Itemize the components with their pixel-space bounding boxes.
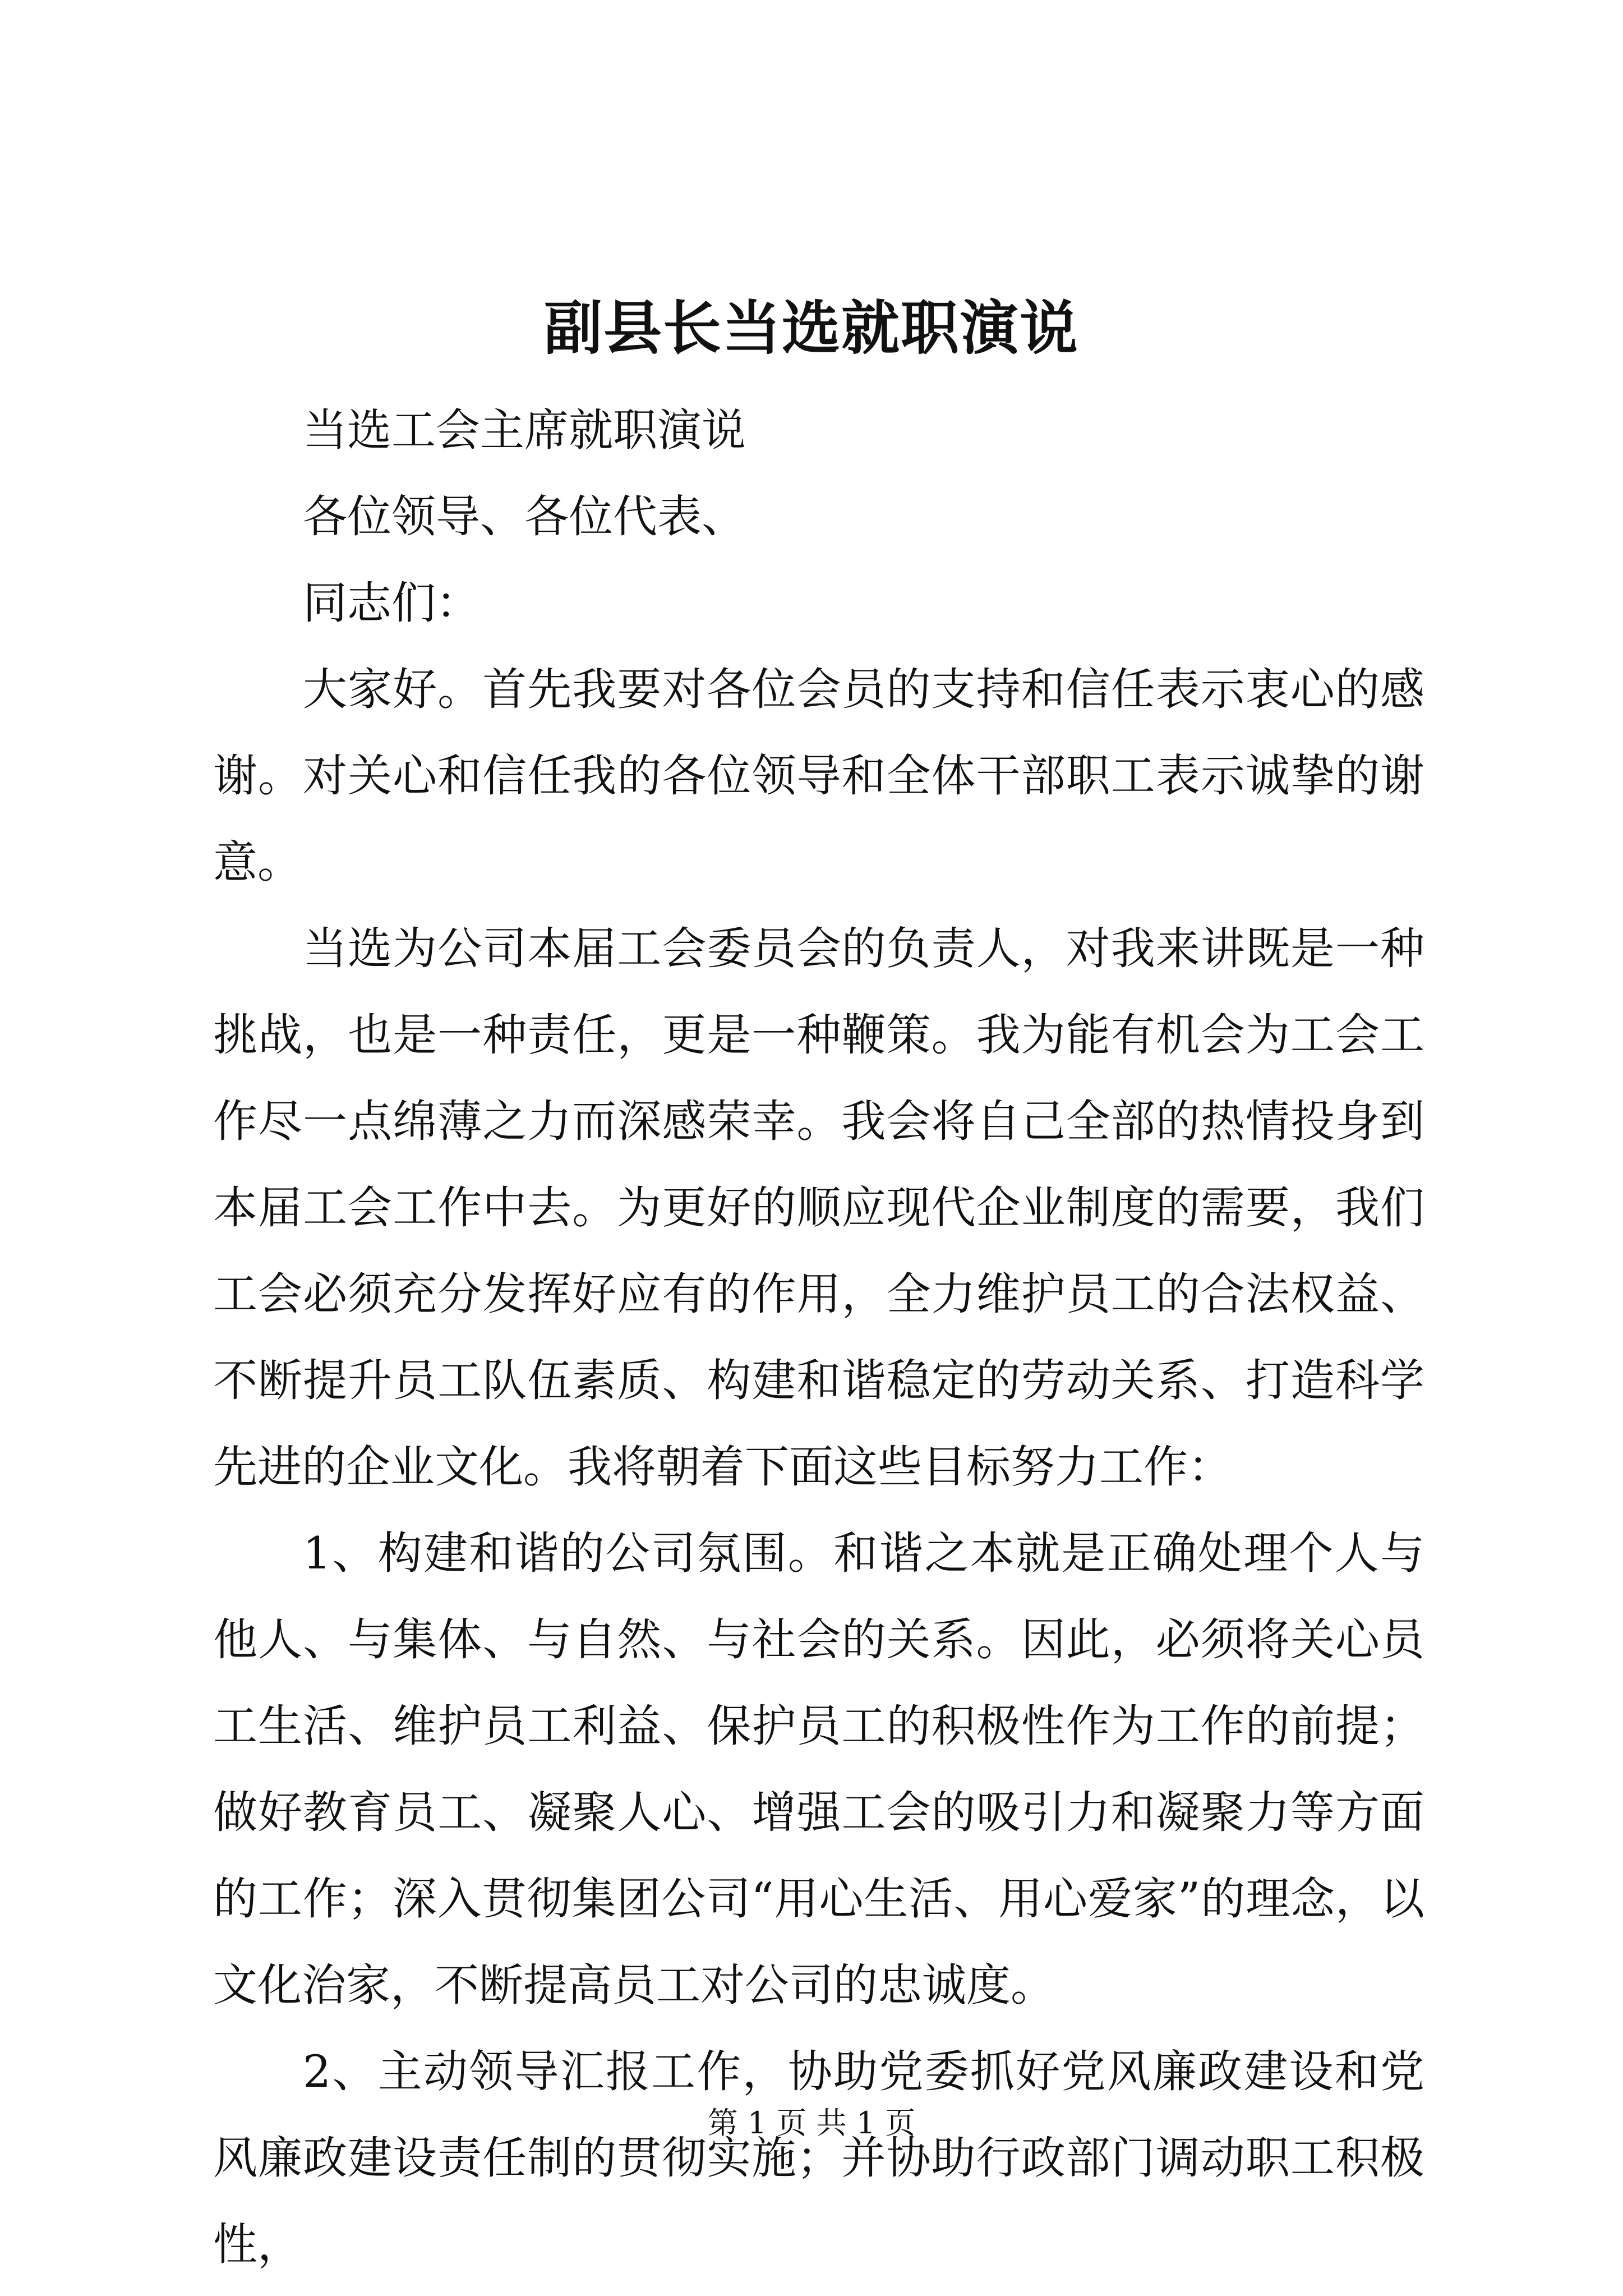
document-body [213,387,1424,2288]
paragraph-salutation-2: 同志们： [303,577,480,629]
paragraph-goal-2: 2、主动领导汇报工作，协助党委抓好党风廉政建设和党风廉政建设责任制的贯彻实施；并协助行政部门调动职工积极性， [213,2046,1424,2270]
document-title: 副县长当选就职演说 [543,293,1079,362]
paragraph-salutation-1: 各位领导、各位代表、 [303,491,746,542]
paragraph-thanks: 大家好。首先我要对各位会员的支持和信任表示衷心的感谢。对关心和信任我的各位领导和全体干部职工表示诚挚的谢意。 [213,664,1424,888]
page-footer: 第 1 页 共 1 页 [707,2105,916,2141]
paragraph-responsibility: 当选为公司本届工会委员会的负责人，对我来讲既是一种挑战，也是一种责任，更是一种鞭策。我为能有机会为工会工作尽一点绵薄之力而深感荣幸。我会将自己全部的热情投身到本届工会工作中去。为更好的顺应现代企业制度的需要，我们工会必须充分发挥好应有的作用，全力维护员工的合法权益、不断提升员工队伍素质、构建和谐稳定的劳动关系、打造科学先进的企业文化。我将朝着下面这些目标努力工作： [213,923,1424,1493]
paragraph-subtitle: 当选工会主席就职演说 [303,404,746,456]
paragraph-goal-1: 1、构建和谐的公司氛围。和谐之本就是正确处理个人与他人、与集体、与自然、与社会的关系。因此，必须将关心员工生活、维护员工利益、保护员工的积极性作为工作的前提；做好教育员工、凝聚人心、增强工会的吸引力和凝聚力等方面的工作；深入贯彻集团公司“用心生活、用心爱家”的理念，以文化治家，不断提高员工对公司的忠诚度。 [213,1527,1424,2011]
